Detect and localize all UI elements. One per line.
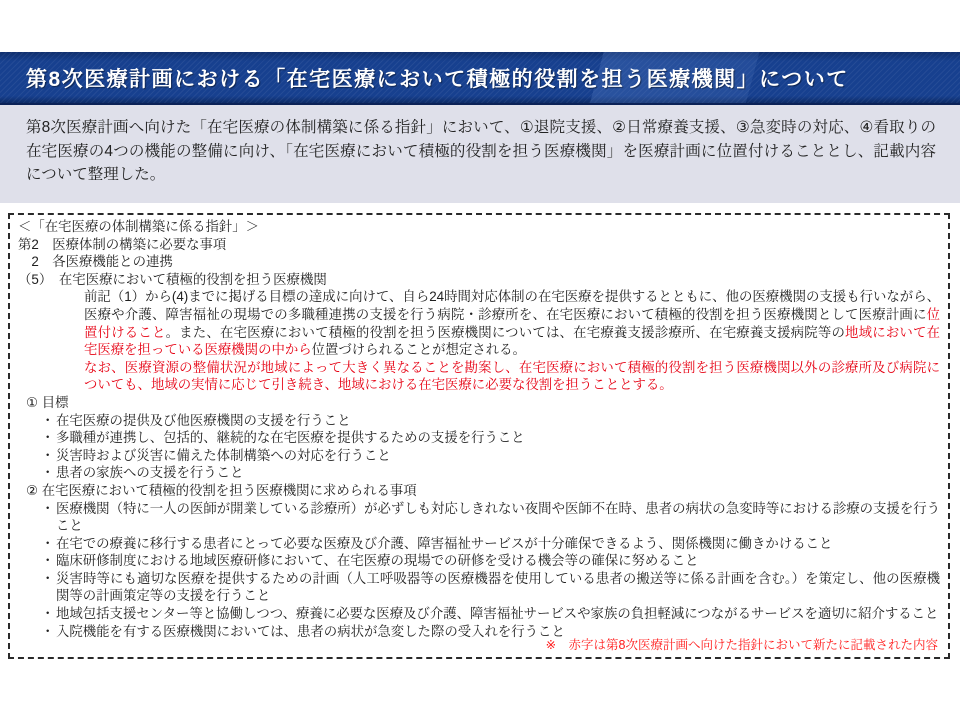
goals-heading: ① 目標: [26, 394, 69, 410]
bullet-marker: ・: [41, 570, 55, 586]
bullet-marker: ・: [41, 623, 55, 639]
requirements-heading: ② 在宅医療において積極的役割を担う医療機関に求められる事項: [26, 482, 417, 498]
paragraph-segment: 。また、在宅医療において積極的役割を担う医療機関については、在宅療養支援診療所、在宅療養支援病院等の: [165, 324, 846, 340]
goals-list: [18, 412, 940, 482]
paragraph-segment: 位置づけられることが想定される。: [311, 342, 526, 358]
guideline-title-line: ＜「在宅医療の体制構築に係る指針」＞: [18, 219, 260, 234]
list-item: [18, 535, 940, 553]
list-item-text: 臨床研修制度における地域医療研修において、在宅医療の現場での研修を受ける機会等の確保に努めること: [56, 553, 699, 569]
guideline-excerpt-box: [8, 213, 950, 659]
list-item: [18, 429, 940, 447]
paragraph-segment-red: 位置付けること: [84, 306, 940, 340]
bullet-marker: ・: [41, 553, 55, 569]
bullet-marker: ・: [41, 535, 55, 551]
list-item-text: 災害時および災害に備えた体制構築への対応を行うこと: [56, 447, 391, 463]
list-item: [18, 412, 940, 430]
list-item: [18, 500, 940, 535]
list-item: [18, 570, 940, 605]
bullet-marker: ・: [41, 430, 55, 446]
list-item: [18, 464, 940, 482]
list-item: [18, 552, 940, 570]
red-text-footnote: ※ 赤字は第8次医療計画へ向けた指針において新たに記載された内容: [545, 638, 938, 653]
title-bar: [0, 52, 960, 105]
requirements-list: [18, 500, 940, 641]
bullet-marker: ・: [41, 412, 55, 428]
bullet-marker: ・: [41, 465, 55, 481]
section-line-dai2: 第2 医療体制の構築に必要な事項: [18, 236, 227, 252]
section-line-5: （5） 在宅医療において積極的役割を担う医療機関: [18, 271, 327, 287]
section-line-renkei: 2 各医療機能との連携: [18, 254, 173, 270]
list-item-text: 多職種が連携し、包括的、継続的な在宅医療を提供するための支援を行うこと: [56, 430, 525, 446]
bullet-marker: ・: [41, 500, 55, 516]
list-item-text: 患者の家族への支援を行うこと: [56, 465, 244, 481]
paragraph-segment: 前記（1）から(4)までに掲げる目標の達成に向けて、自ら24時間対応体制の在宅医療を提供するとともに、他の医療機関の支援も行いながら、医療や介護、障害福祉の現場での多職種連携の支援を行う病院・診療所を、在宅医療において積極的役割を担う医療機関として医療計画に: [84, 289, 940, 322]
main-paragraph: [18, 288, 940, 358]
bullet-marker: ・: [41, 606, 55, 622]
note-paragraph-red: なお、医療資源の整備状況が地域によって大きく異なることを勘案し、在宅医療において積極的役割を担う医療機関以外の診療所及び病院についても、地域の実情に応じて引き続き、地域における在宅医療に必要な役割を担うこととする。: [84, 359, 940, 393]
paragraph-segment-red: 地域において在宅医療を担っている医療機関の中から: [84, 324, 941, 358]
intro-paragraph: 第8次医療計画へ向けた「在宅医療の体制構築に係る指針」において、①退院支援、②日常療養支援、③急変時の対応、④看取りの在宅医療の4つの機能の整備に向け、「在宅医療において積極的役割を担う医療機関」を医療計画に位置付けることとし、記載内容について整理した。: [26, 119, 936, 183]
list-item-text: 在宅医療の提供及び他医療機関の支援を行うこと: [56, 412, 351, 428]
page-title: 第8次医療計画における「在宅医療において積極的役割を担う医療機関」について: [26, 67, 849, 91]
list-item-text: 医療機関（特に一人の医師が開業している診療所）が必ずしも対応しきれない夜間や医師不在時、患者の病状の急変時等における診療の支援を行うこと: [56, 500, 940, 534]
list-item-text: 在宅での療養に移行する患者にとって必要な医療及び介護、障害福祉サービスが十分確保できるよう、関係機関に働きかけること: [56, 535, 833, 551]
intro-band: [0, 105, 960, 203]
list-item-text: 災害時等にも適切な医療を提供するための計画（人工呼吸器等の医療機器を使用している患者の搬送等に係る計画を含む。）を策定し、他の医療機関等の計画策定等の支援を行うこと: [56, 570, 940, 604]
list-item: [18, 605, 940, 623]
list-item-text: 入院機能を有する医療機関においては、患者の病状が急変した際の受入れを行うこと: [56, 623, 565, 639]
list-item: [18, 447, 940, 465]
bullet-marker: ・: [41, 447, 55, 463]
list-item-text: 地域包括支援センター等と協働しつつ、療養に必要な医療及び介護、障害福祉サービスや家族の負担軽減につながるサービスを適切に紹介すること: [56, 606, 939, 622]
